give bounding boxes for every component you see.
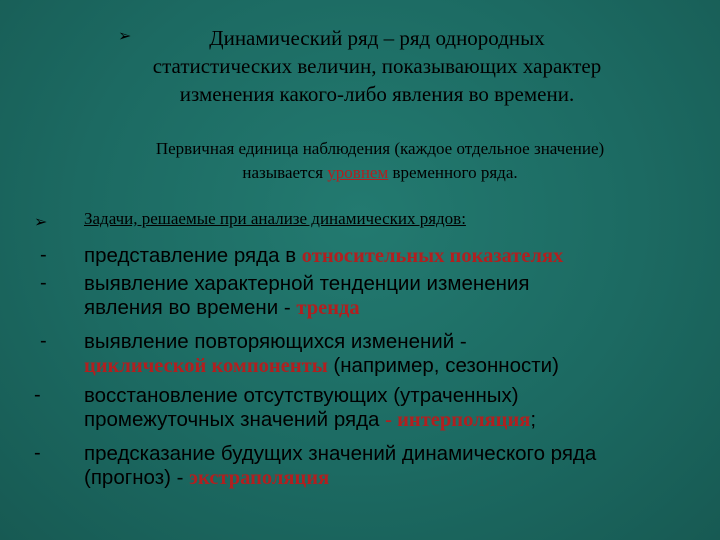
dash-marker: - (34, 442, 41, 464)
dash-marker: - (40, 330, 47, 352)
arrow-bullet-icon: ➢ (118, 26, 132, 45)
dash-marker: - (40, 272, 47, 294)
dash-marker: - (34, 384, 41, 406)
note-highlight: уровнем (327, 163, 389, 182)
note-text-3: временного ряда. (388, 163, 518, 182)
title-line-3: изменения какого-либо явления во времени. (179, 82, 575, 106)
note-text-1: Первичная единица наблюдения (каждое отдельное значение) (155, 139, 605, 158)
note-text-2: называется (242, 163, 328, 182)
item-text: ; (530, 408, 537, 431)
list-item (84, 384, 694, 432)
item-text: (прогноз) - (84, 466, 190, 489)
title-line-2: статистических величин, показывающих характер (152, 54, 602, 78)
item-text: явления во времени - (84, 296, 297, 319)
tasks-heading: Задачи, решаемые при анализе динамических рядов: (84, 209, 466, 228)
list-item (84, 272, 694, 320)
dash-marker: - (40, 244, 47, 266)
item-text: промежуточных значений ряда (84, 408, 386, 431)
item-highlight: относительных показателях (301, 245, 564, 267)
list-item (84, 442, 694, 490)
item-highlight: - интерполяция (385, 409, 531, 431)
list-item (84, 330, 694, 378)
item-highlight: циклической компоненты (84, 355, 328, 377)
item-text: выявление характерной тенденции изменения (84, 272, 530, 295)
item-highlight: экстраполяция (189, 467, 330, 489)
list-item (84, 244, 694, 268)
item-text: восстановление отсутствующих (утраченных) (84, 384, 519, 407)
slide-title (78, 24, 676, 108)
definition-note (80, 137, 680, 185)
item-highlight: тренда (296, 297, 360, 319)
title-line-1: Динамический ряд – ряд однородных (209, 26, 545, 50)
item-text: предсказание будущих значений динамического ряда (84, 442, 597, 465)
item-text: выявление повторяющихся изменений - (84, 330, 467, 353)
arrow-bullet-icon: ➢ (34, 212, 48, 231)
item-text: (например, сезонности) (327, 354, 559, 377)
item-text: представление ряда в (84, 244, 302, 267)
